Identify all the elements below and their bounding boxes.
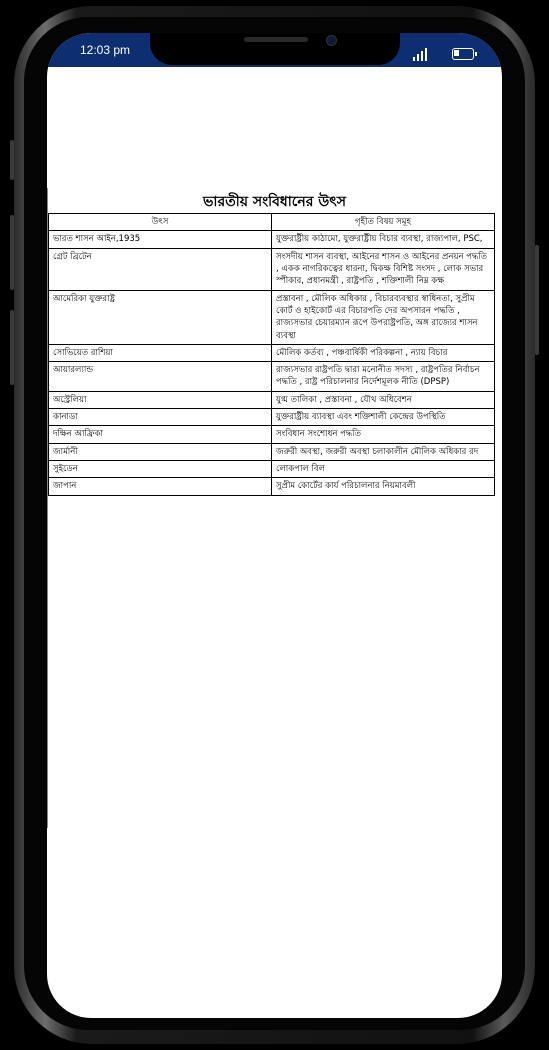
- source-cell: জার্মানী: [49, 443, 272, 460]
- features-cell: সংবিধান সংশোধন পদ্ধতি: [272, 426, 495, 443]
- volume-down-button: [10, 310, 14, 385]
- source-cell: গ্রেট ব্রিটেন: [49, 248, 272, 290]
- table-row: [49, 443, 495, 460]
- source-cell: সুইডেন: [49, 461, 272, 478]
- mute-switch: [10, 140, 14, 180]
- features-cell: রাজ্যসভার রাষ্ট্রপতি দ্বারা মনোনীত সদস্য , রাষ্ট্রপতির নির্বাচন পদ্ধতি , রাষ্ট্র পরিচালনার নির্দেশমূলক নীতি (DPSP): [272, 362, 495, 392]
- phone-screen: [47, 33, 502, 1018]
- table-row: [49, 461, 495, 478]
- features-cell: যুক্তরাষ্ট্রীয় ব্যাবস্থা এবং শক্তিশালী কেন্দ্রের উপস্থিতি: [272, 409, 495, 426]
- features-cell: যুগ্ম তালিকা , প্রস্তাবনা , যৌথ অধিবেশন: [272, 391, 495, 408]
- source-cell: আমেরিকা যুক্তরাষ্ট্র: [49, 290, 272, 344]
- source-cell: দক্ষিন আফ্রিকা: [49, 426, 272, 443]
- source-cell: ভারত শাসন আইন,1935: [49, 231, 272, 248]
- table-row: [49, 426, 495, 443]
- table-row: [49, 231, 495, 248]
- header-adopted-features: গৃহীত বিষয় সমূহ: [272, 214, 495, 231]
- features-cell: সংসদীয় শাসন ব্যবস্থা, আইনের শাসন ও আইনের প্রনয়ন পদ্ধতি , একক নাগরিকত্বের ধারনা, দ্বিকক্ষ বিশিষ্ট সংসদ , লোক সভার স্পীকার, প্রধানমন্ত্রী , রাষ্ট্রপতি , শক্তিশালী নিম্ন কক্ষ: [272, 248, 495, 290]
- source-cell: অস্ট্রেলিয়া: [49, 391, 272, 408]
- source-cell: কানাডা: [49, 409, 272, 426]
- header-source: উৎস: [49, 214, 272, 231]
- features-cell: মৌলিক কর্তব্য , পঞ্চবার্ষিকী পরিকল্পনা , ন্যায় বিচার: [272, 344, 495, 361]
- features-cell: সুপ্রীম কোর্টের কার্য পরিচালনার নিয়মাবলী: [272, 478, 495, 495]
- sources-table: [48, 213, 495, 496]
- table-row: [49, 391, 495, 408]
- document-title: ভারতীয় সংবিধানের উৎস: [203, 194, 346, 210]
- status-time: 12:03 pm: [80, 43, 131, 57]
- source-cell: জাপান: [49, 478, 272, 495]
- table-row: [49, 290, 495, 344]
- volume-up-button: [10, 215, 14, 290]
- table-row: [49, 478, 495, 495]
- notch: [150, 33, 400, 65]
- table-row: [49, 344, 495, 361]
- features-cell: জরুরী অবস্থা, জরুরী অবস্থা চলাকালীন মৌলিক অধিকার রদ: [272, 443, 495, 460]
- speaker-grille: [244, 37, 308, 42]
- features-cell: প্রস্তাবনা , মৌলিক অধিকার , বিচারব্যবস্থার স্বাধিনতা, সুপ্রীম কোর্ট ও হাইকোর্ট এর বিচারপতি দের অপসারন পদ্ধতি , রাজ্যসভার চেয়ারম্যান রূপে উপরাষ্ট্রপতি, অঙ্গ রাজ্যের শাসন ব্যবস্থা: [272, 290, 495, 344]
- front-camera: [326, 35, 337, 46]
- source-cell: আয়ারল্যান্ড: [49, 362, 272, 392]
- features-cell: যুক্তরাষ্ট্রীয় কাঠামো, যুক্তরাষ্ট্রীয় বিচার ব্যবস্থা, রাজ্যপাল, PSC,: [272, 231, 495, 248]
- signal-bars-icon: [413, 47, 429, 61]
- table-row: [49, 362, 495, 392]
- source-cell: সোভিয়েত রাশিয়া: [49, 344, 272, 361]
- table-header-row: [49, 214, 495, 231]
- table-row: [49, 409, 495, 426]
- table-row: [49, 248, 495, 290]
- battery-low-icon: [452, 48, 474, 60]
- power-button: [535, 245, 539, 355]
- status-bar: [47, 33, 502, 67]
- features-cell: লোকপাল বিল: [272, 461, 495, 478]
